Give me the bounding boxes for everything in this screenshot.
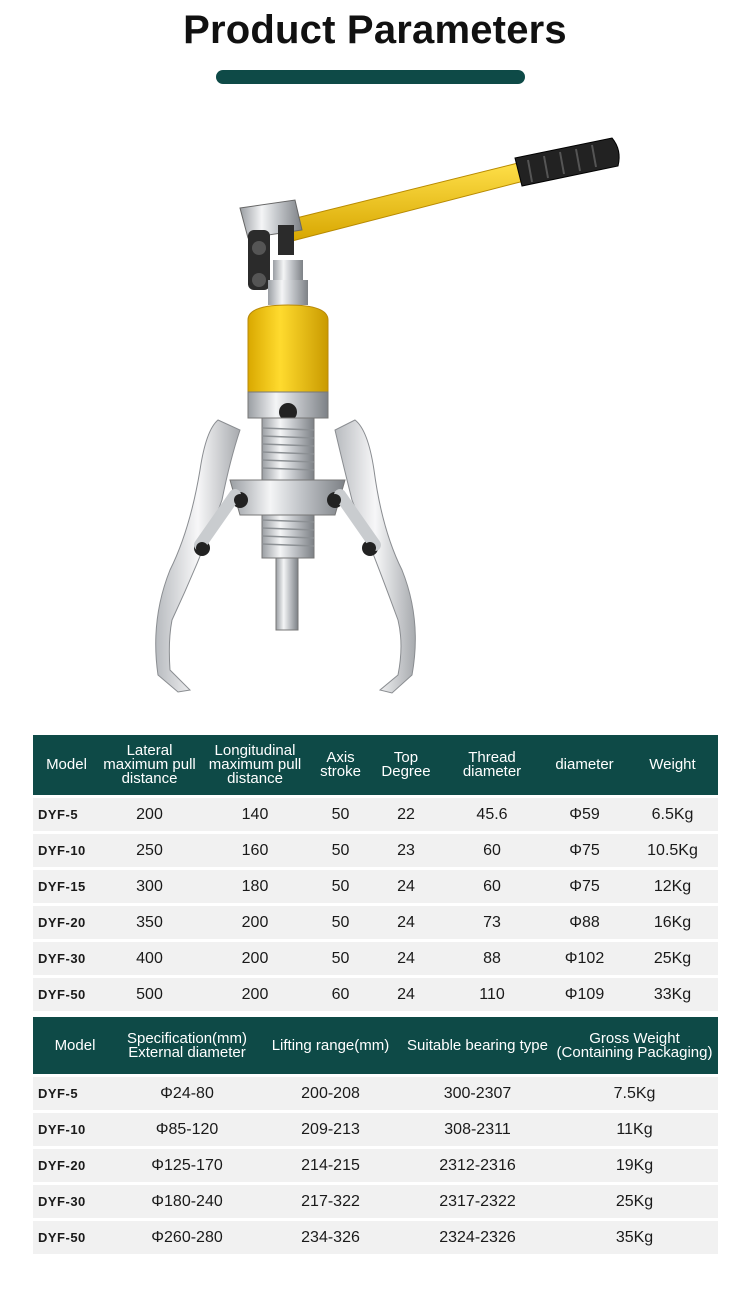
table-cell: 22 (370, 798, 442, 831)
header-thread-diameter: Thread diameter (442, 735, 542, 795)
parameters-table-1 (33, 732, 718, 1014)
table-cell: 24 (370, 978, 442, 1011)
table-row (33, 978, 718, 1011)
table-cell: 7.5Kg (551, 1077, 718, 1110)
table-cell: 400 (100, 942, 199, 975)
table-cell: 16Kg (627, 906, 718, 939)
table-cell: 209-213 (257, 1113, 404, 1146)
table-cell: 50 (311, 834, 370, 867)
cell-model: DYF-50 (33, 978, 100, 1011)
table-cell: 23 (370, 834, 442, 867)
header-bearing-type: Suitable bearing type (404, 1017, 551, 1074)
table-cell: 6.5Kg (627, 798, 718, 831)
table-cell: 250 (100, 834, 199, 867)
table-row (33, 942, 718, 975)
table-cell: 88 (442, 942, 542, 975)
table-cell: 2324-2326 (404, 1221, 551, 1254)
title-underline (216, 70, 525, 84)
header-lifting-range: Lifting range(mm) (257, 1017, 404, 1074)
header-diameter: diameter (542, 735, 627, 795)
cell-model: DYF-20 (33, 906, 100, 939)
header-gross-weight: Gross Weight (Containing Packaging) (551, 1017, 718, 1074)
table-cell: 2312-2316 (404, 1149, 551, 1182)
table-cell: 160 (199, 834, 311, 867)
table-cell: 19Kg (551, 1149, 718, 1182)
table-cell: 60 (442, 870, 542, 903)
table-cell: 12Kg (627, 870, 718, 903)
table-cell: 214-215 (257, 1149, 404, 1182)
table-cell: 180 (199, 870, 311, 903)
cell-model: DYF-30 (33, 1185, 117, 1218)
cell-model: DYF-10 (33, 834, 100, 867)
table-row (33, 1077, 718, 1110)
table-header-row (33, 735, 718, 795)
table-cell: Φ24-80 (117, 1077, 257, 1110)
table-row (33, 870, 718, 903)
table-cell: Φ88 (542, 906, 627, 939)
header-longitudinal-pull: Longitudinal maximum pull distance (199, 735, 311, 795)
header-weight: Weight (627, 735, 718, 795)
table-cell: 200 (100, 798, 199, 831)
table-row (33, 1113, 718, 1146)
header-model: Model (33, 735, 100, 795)
header-model: Model (33, 1017, 117, 1074)
table-row (33, 834, 718, 867)
header-axis-stroke: Axis stroke (311, 735, 370, 795)
table-cell: 60 (442, 834, 542, 867)
table-cell: 24 (370, 942, 442, 975)
table-cell: 35Kg (551, 1221, 718, 1254)
table-cell: 50 (311, 798, 370, 831)
table-row (33, 1185, 718, 1218)
cell-model: DYF-50 (33, 1221, 117, 1254)
table-cell: Φ102 (542, 942, 627, 975)
table-cell: 45.6 (442, 798, 542, 831)
table-row (33, 906, 718, 939)
table-cell: 11Kg (551, 1113, 718, 1146)
table-cell: 24 (370, 870, 442, 903)
cell-model: DYF-15 (33, 870, 100, 903)
table-row (33, 798, 718, 831)
table-cell: 234-326 (257, 1221, 404, 1254)
table-cell: 200 (199, 978, 311, 1011)
table-cell: 350 (100, 906, 199, 939)
table-cell: 10.5Kg (627, 834, 718, 867)
table-cell: 2317-2322 (404, 1185, 551, 1218)
lever-handle (280, 138, 619, 242)
table-cell: Φ109 (542, 978, 627, 1011)
cell-model: DYF-20 (33, 1149, 117, 1182)
table-cell: Φ180-240 (117, 1185, 257, 1218)
header-specification: Specification(mm) External diameter (117, 1017, 257, 1074)
table-cell: 200 (199, 942, 311, 975)
table-cell: 200-208 (257, 1077, 404, 1110)
header-lateral-pull: Lateral maximum pull distance (100, 735, 199, 795)
hydraulic-puller-image (130, 130, 630, 700)
header-top-degree: Top Degree (370, 735, 442, 795)
table-cell: Φ260-280 (117, 1221, 257, 1254)
parameters-table-2 (33, 1014, 718, 1257)
table-cell: 200 (199, 906, 311, 939)
table-cell: 50 (311, 906, 370, 939)
table-cell: Φ125-170 (117, 1149, 257, 1182)
cell-model: DYF-30 (33, 942, 100, 975)
table-cell: Φ85-120 (117, 1113, 257, 1146)
table-row (33, 1149, 718, 1182)
table-cell: 60 (311, 978, 370, 1011)
table-cell: 500 (100, 978, 199, 1011)
table-cell: 110 (442, 978, 542, 1011)
table-cell: 50 (311, 870, 370, 903)
cell-model: DYF-10 (33, 1113, 117, 1146)
cell-model: DYF-5 (33, 1077, 117, 1110)
table-cell: Φ75 (542, 834, 627, 867)
table-cell: 50 (311, 942, 370, 975)
table-cell: 24 (370, 906, 442, 939)
table-cell: 33Kg (627, 978, 718, 1011)
table-cell: 217-322 (257, 1185, 404, 1218)
table-row (33, 1221, 718, 1254)
table-cell: 25Kg (551, 1185, 718, 1218)
table-header-row (33, 1017, 718, 1074)
table-cell: 25Kg (627, 942, 718, 975)
table-cell: 140 (199, 798, 311, 831)
table-cell: 308-2311 (404, 1113, 551, 1146)
table-cell: Φ75 (542, 870, 627, 903)
cell-model: DYF-5 (33, 798, 100, 831)
page-title: Product Parameters (183, 8, 567, 52)
table-cell: 300-2307 (404, 1077, 551, 1110)
table-cell: 300 (100, 870, 199, 903)
table-cell: 73 (442, 906, 542, 939)
table-cell: Φ59 (542, 798, 627, 831)
